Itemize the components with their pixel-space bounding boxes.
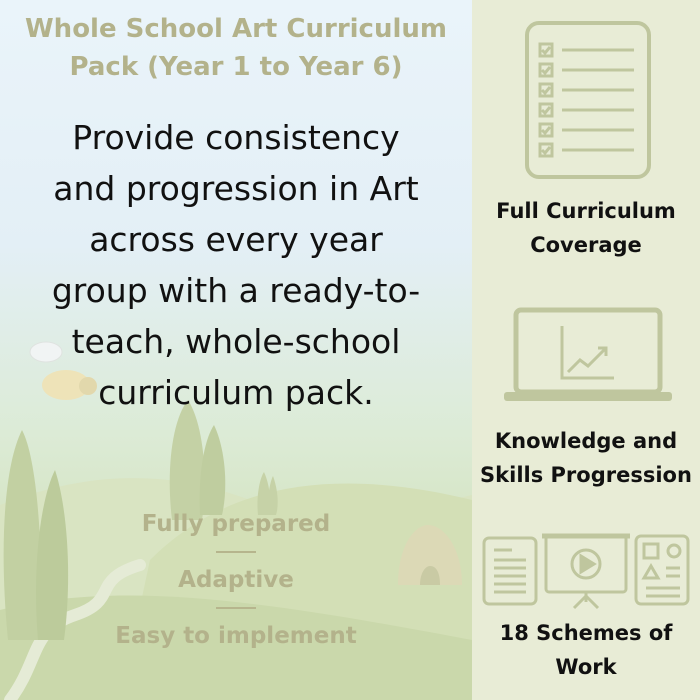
caption-knowledge-skills: Knowledge and Skills Progression xyxy=(480,429,692,487)
caption-schemes-of-work: 18 Schemes of Work xyxy=(499,621,673,679)
feature-list xyxy=(96,506,376,654)
pack-title: Whole School Art Curriculum Pack (Year 1 to Year 6) xyxy=(25,14,447,82)
growth-chart-icon xyxy=(502,306,674,406)
tree-mid xyxy=(170,400,205,520)
tree-mid-2 xyxy=(200,425,226,515)
lesson-materials-icon xyxy=(482,530,690,610)
pack-description: Provide consistency and progression in Art across every year group with a ready-to- teach, whole-school curriculum pack. xyxy=(51,118,421,412)
highlights-panel xyxy=(472,0,700,700)
feature-adaptive: Adaptive xyxy=(178,567,294,593)
feature-divider xyxy=(216,607,256,609)
feature-easy-to-implement: Easy to implement xyxy=(115,623,357,649)
checklist-icon xyxy=(524,20,652,180)
tree-left xyxy=(4,430,42,640)
feature-fully-prepared: Fully prepared xyxy=(141,511,331,537)
caption-full-curriculum: Full Curriculum Coverage xyxy=(496,199,676,257)
feature-divider xyxy=(216,551,256,553)
